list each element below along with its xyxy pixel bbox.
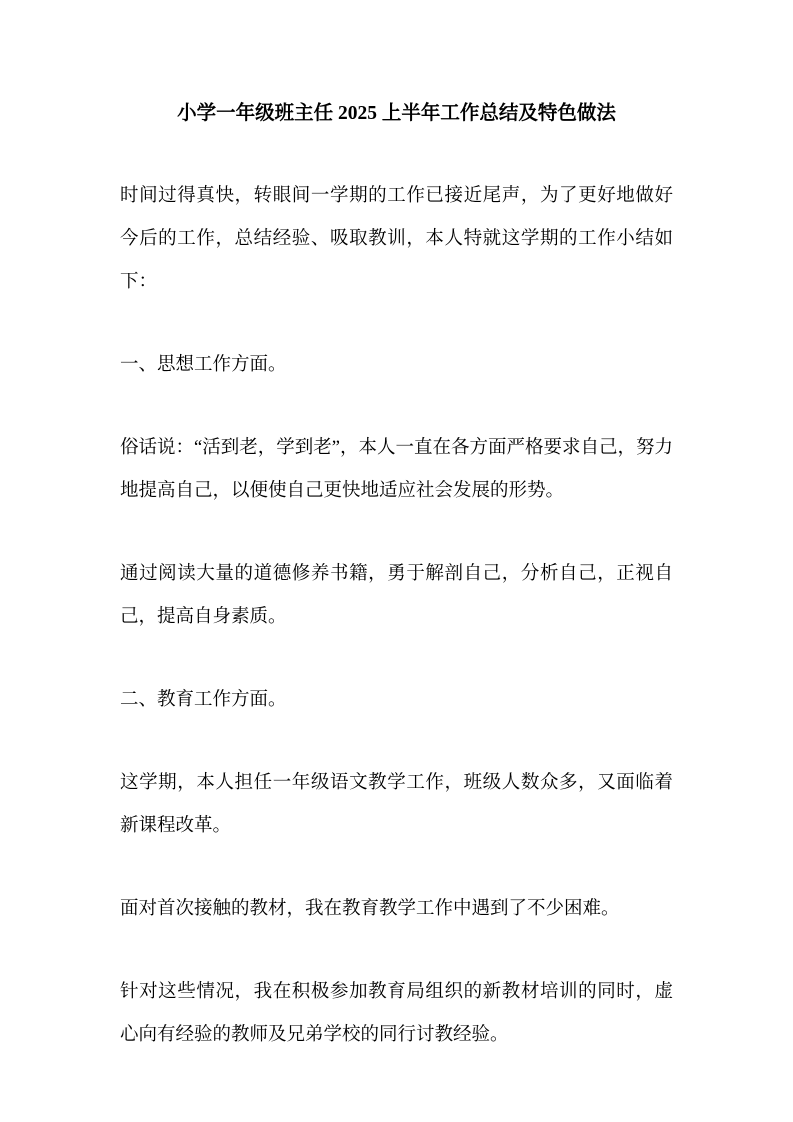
paragraph-ideology-1: 俗话说：“活到老，学到老”，本人一直在各方面严格要求自己，努力地提高自己，以便使自己更快地适应社会发展的形势。 bbox=[120, 438, 673, 501]
section-heading-2: 二、教育工作方面。 bbox=[120, 690, 287, 710]
paragraph-education-1: 这学期，本人担任一年级语文教学工作，班级人数众多，又面临着新课程改革。 bbox=[120, 773, 673, 836]
paragraph-education-3: 针对这些情况，我在积极参加教育局组织的新教材培训的同时，虚心向有经验的教师及兄弟学校的同行讨教经验。 bbox=[120, 982, 673, 1045]
paragraph-intro: 时间过得真快，转眼间一学期的工作已接近尾声，为了更好地做好今后的工作，总结经验、吸取教训，本人特就这学期的工作小结如下： bbox=[120, 186, 673, 292]
paragraph-education-2: 面对首次接触的教材，我在教育教学工作中遇到了不少困难。 bbox=[120, 899, 620, 919]
section-heading-1: 一、思想工作方面。 bbox=[120, 355, 287, 375]
document-title: 小学一年级班主任 2025 上半年工作总结及特色做法 bbox=[177, 103, 616, 124]
paragraph-ideology-2: 通过阅读大量的道德修养书籍，勇于解剖自己，分析自己，正视自己，提高自身素质。 bbox=[120, 564, 673, 627]
